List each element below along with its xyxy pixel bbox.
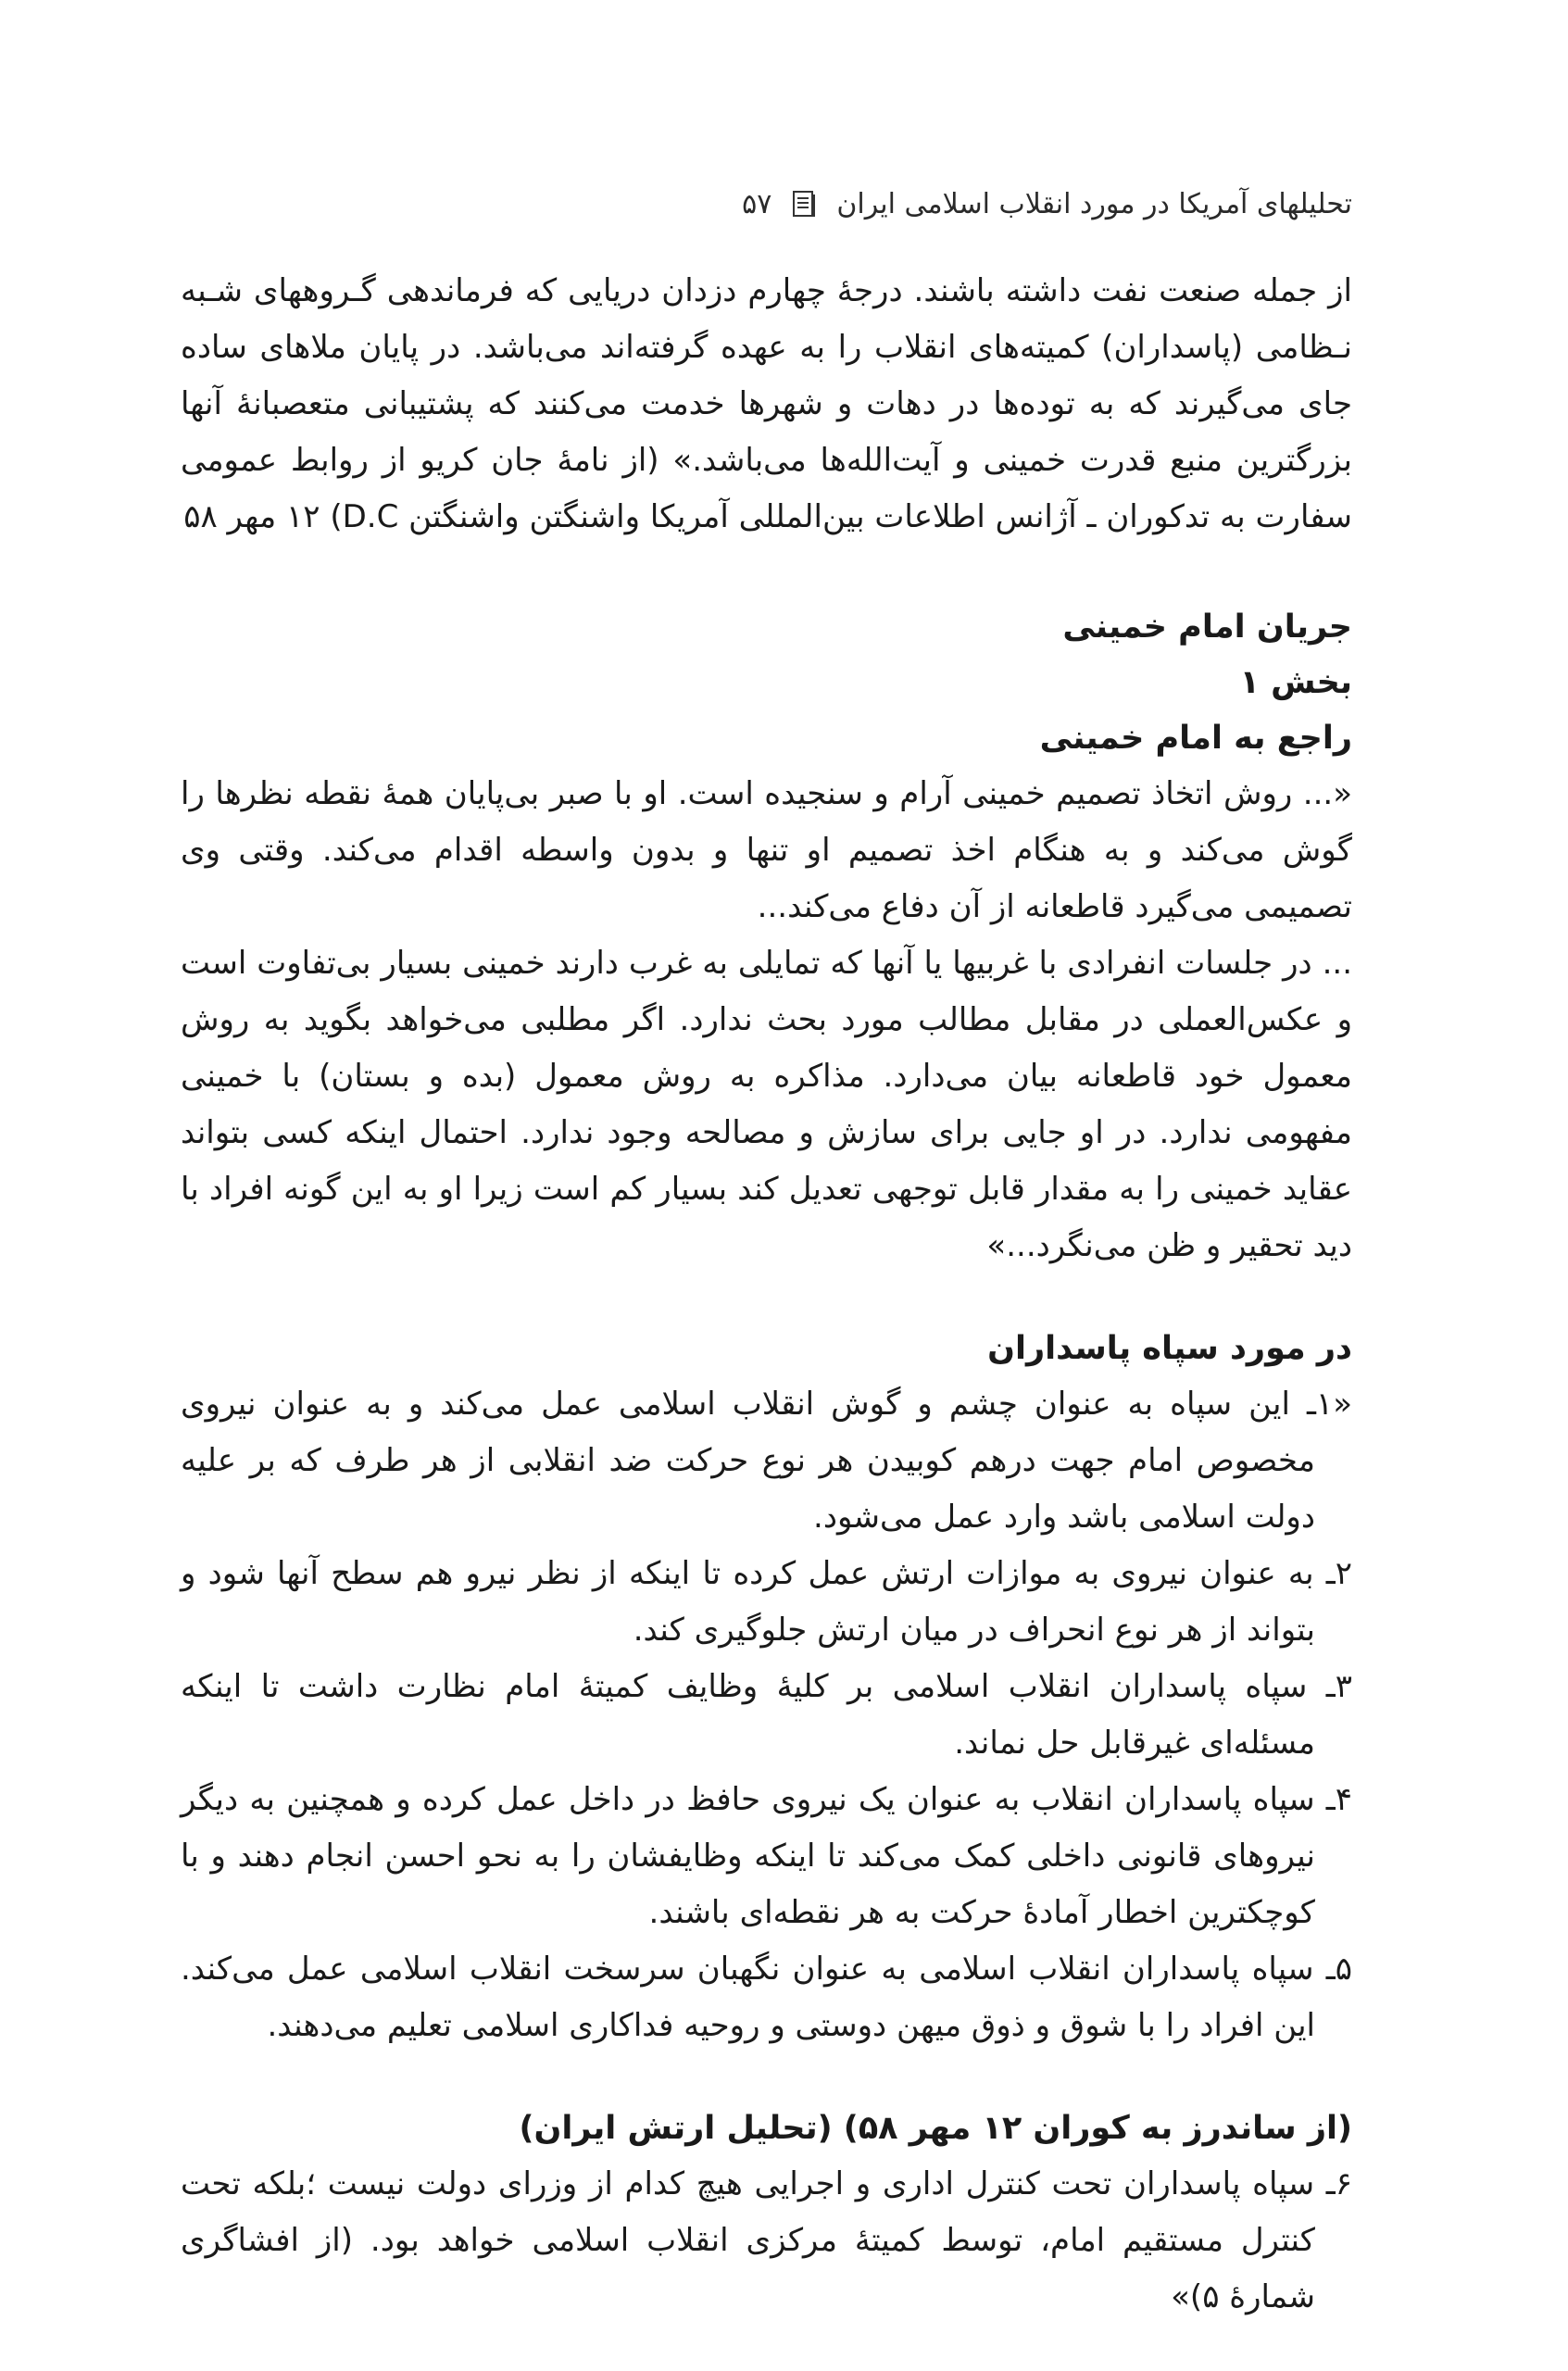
guards-item-2: ۲ـ به عنوان نیروی به موازات ارتش عمل کرده تا اینکه از نظر نیرو هم سطح آنها شود و بتواند از هر نوع انحراف در میان ارتش جلوگیری کند. bbox=[181, 1555, 1352, 1649]
guards-item-1: «۱ـ این سپاه به عنوان چشم و گوش انقلاب اسلامی عمل می‌کند و به عنوان نیروی مخصوص امام جهت درهم کوبیدن هر نوع حرکت ضد انقلابی از هر طرف که بر علیه دولت اسلامی باشد وارد عمل می‌شود. bbox=[181, 1386, 1352, 1536]
intro-paragraph: از جمله صنعت نفت داشته باشند. درجهٔ چهارم دزدان دریایی که فرماندهی گـروههای شـبه نـظامی (پاسداران) کمیته‌های انقلاب را به عهده گرفته‌اند می‌باشد. در پایان ملاهای ساده جای می‌گیرند که به توده‌ها در دهات و شهرها خدمت می‌کنند که پشتیبانی متعصبانهٔ آنها بزرگترین منبع قدرت خمینی و آیت‌الله‌ها می‌باشد.» (از نامهٔ جان کریو از روابط عمومی سفارت به تدکوران ـ آژانس اطلاعات بین‌المللی آمریکا واشنگتن واشنگتن D.C) ۱۲ مهر ۵۸ bbox=[181, 272, 1352, 535]
page-document-icon bbox=[792, 190, 816, 218]
subheading-about-khomeini: راجع به امام خمینی bbox=[1039, 720, 1352, 757]
book-page bbox=[181, 176, 1352, 2326]
running-header bbox=[181, 176, 1352, 232]
section-heading-guards: در مورد سپاه پاسداران bbox=[987, 1330, 1352, 1367]
quote-paragraph-2: ... در جلسات انفرادی با غربیها یا آنها که تمایلی به غرب دارند خمینی بسیار بی‌تفاوت است و عکس‌العملی در مقابل مطالب مورد بحث ندارد. اگر مطلبی می‌خواهد بگوید به روش معمول خود قاطعانه بیان می‌دارد. مذاکره به روش معمول (بده و بستان) با خمینی مفهومی ندارد. در او جایی برای سازش و مصالحه وجود ندارد. احتمال اینکه کسی بتواند عقاید خمینی را به مقدار قابل توجهی تعدیل کند بسیار کم است زیرا او به این گونه افراد با دید تحقیر و ظن می‌نگرد...» bbox=[181, 945, 1352, 1264]
page-number: ۵۷ bbox=[742, 187, 772, 220]
running-header-title: تحلیلهای آمریکا در مورد انقلاب اسلامی ایران bbox=[836, 187, 1352, 220]
part-label: بخش ۱ bbox=[1239, 664, 1352, 701]
guards-item-6: ۶ـ سپاه پاسداران تحت کنترل اداری و اجرایی هیچ کدام از وزرای دولت نیست ؛بلکه تحت کنترل مستقیم امام، توسط کمیتهٔ مرکزی انقلاب اسلامی خواهد بود. (از افشاگری شمارهٔ ۵)» bbox=[181, 2165, 1352, 2315]
quote-paragraph-1: «... روش اتخاذ تصمیم خمینی آرام و سنجیده است. او با صبر بی‌پایان همهٔ نقطه نظرها را گوش می‌کند و به هنگام اخذ تصمیم او تنها و بدون واسطه اقدام می‌کند. وقتی وی تصمیمی می‌گیرد قاطعانه از آن دفاع می‌کند... bbox=[181, 775, 1352, 925]
guards-item-5: ۵ـ سپاه پاسداران انقلاب اسلامی به عنوان نگهبان سرسخت انقلاب اسلامی عمل می‌کند. این افراد را با شوق و ذوق میهن دوستی و روحیه فداکاری اسلامی تعلیم می‌دهند. bbox=[181, 1951, 1352, 2044]
section-heading-source: (از ساندرز به کوران ۱۲ مهر ۵۸) (تحلیل ارتش ایران) bbox=[519, 2110, 1352, 2147]
guards-item-4: ۴ـ سپاه پاسداران انقلاب به عنوان یک نیروی حافظ در داخل عمل کرده و همچنین به دیگر نیروهای قانونی داخلی کمک می‌کند تا اینکه وظایفشان را به نحو احسن انجام دهند و با کوچکترین اخطار آمادهٔ حرکت به هر نقطه‌ای باشند. bbox=[181, 1781, 1352, 1931]
guards-item-3: ۳ـ سپاه پاسداران انقلاب اسلامی بر کلیهٔ وظایف کمیتهٔ امام نظارت داشت تا اینکه مسئله‌ای غیرقابل حل نماند. bbox=[181, 1668, 1352, 1762]
section-heading-imam-khomeini: جریان امام خمینی bbox=[1062, 608, 1352, 646]
